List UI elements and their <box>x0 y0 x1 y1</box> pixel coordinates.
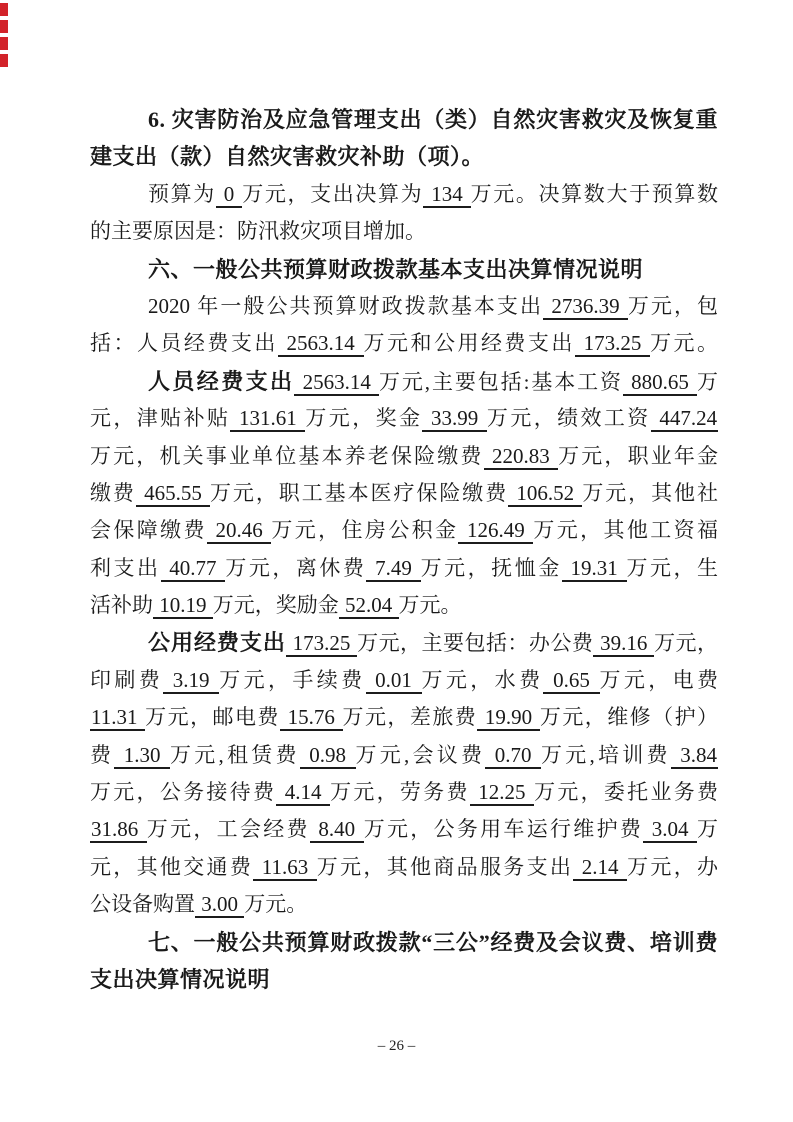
document-body <box>90 101 718 998</box>
text-run: 万元，手续费 <box>219 667 366 692</box>
text-run: 的主要原因是：防汛救灾项目增加。 <box>90 219 426 244</box>
underlined-value: 0.98 <box>300 742 355 767</box>
text-run: 万元，主要包括：办公费 <box>357 631 594 656</box>
text-line <box>90 325 718 362</box>
text-run: 万元。 <box>398 593 462 618</box>
text-run: 万元,租赁费 <box>170 742 300 767</box>
underlined-value: 40.77 <box>161 555 225 580</box>
underlined-value: 134 <box>424 181 470 206</box>
bold-text-run: 人员经费支出 <box>148 368 295 394</box>
text-line <box>90 512 718 549</box>
underlined-value: 31.86 <box>91 817 146 842</box>
underlined-value: 0.70 <box>486 742 540 767</box>
underlined-value: 0.01 <box>366 667 421 692</box>
text-line <box>90 699 718 736</box>
underlined-value: 19.31 <box>562 555 626 580</box>
underlined-value: 19.90 <box>478 705 539 730</box>
red-edge-mark <box>0 54 8 67</box>
text-run: 万元，差旅费 <box>342 705 478 730</box>
text-line <box>90 213 718 250</box>
underlined-value: 0.65 <box>544 667 599 692</box>
text-run: 预算为 <box>148 181 216 206</box>
text-line <box>90 774 718 811</box>
text-run: 万元和公用经费支出 <box>363 331 575 356</box>
text-line <box>90 363 718 400</box>
underlined-value: 0 <box>216 181 242 206</box>
text-run: 万元，职业年金 <box>558 443 719 468</box>
text-run: 万元，职工基本医疗保险缴费 <box>210 480 509 505</box>
text-run: 万元，住房公积金 <box>271 518 459 543</box>
text-run: 括：人员经费支出 <box>90 331 278 356</box>
text-run: 缴费 <box>90 480 136 505</box>
underlined-value: 173.25 <box>286 631 357 656</box>
text-run: 万元，离休费 <box>225 555 367 580</box>
bold-text-run: 六、一般公共预算财政拨款基本支出决算情况说明 <box>148 256 644 282</box>
text-line <box>90 101 718 138</box>
text-run: 万元，抚恤金 <box>420 555 562 580</box>
text-run: 元，津贴补贴 <box>90 406 231 431</box>
red-edge-mark <box>0 3 8 16</box>
underlined-value: 20.46 <box>207 518 271 543</box>
text-line <box>90 138 718 175</box>
text-line <box>90 886 718 923</box>
underlined-value: 11.63 <box>254 854 316 879</box>
text-run: 2020 年一般公共预算财政拨款基本支出 <box>148 293 544 318</box>
text-run: 万元，生 <box>626 555 719 580</box>
bold-text-run: 支出决算情况说明 <box>90 966 271 992</box>
text-run: 公设备购置 <box>90 892 195 917</box>
bold-text-run: 6. 灾害防治及应急管理支出（类）自然灾害救灾及恢复重 <box>148 107 718 132</box>
text-line <box>90 961 718 998</box>
underlined-value: 52.04 <box>339 593 398 618</box>
text-run: 万元。 <box>244 892 308 917</box>
underlined-value: 11.31 <box>91 705 145 730</box>
text-line <box>90 811 718 848</box>
underlined-value: 39.16 <box>594 631 654 656</box>
text-run: 活补助 <box>90 593 153 618</box>
text-run: 万元， <box>654 631 719 656</box>
underlined-value: 173.25 <box>575 331 650 356</box>
scan-edge-marks <box>0 0 12 80</box>
text-run: 印刷费 <box>90 667 164 692</box>
text-run: 万元，邮电费 <box>145 705 280 730</box>
text-run: 万元，电费 <box>599 667 719 692</box>
text-run: 万元。决算数大于预算数 <box>470 181 719 206</box>
underlined-value: 2563.14 <box>295 369 378 394</box>
text-run: 万元，公务接待费 <box>90 780 277 805</box>
underlined-value: 15.76 <box>280 705 342 730</box>
text-run: 会保障缴费 <box>90 518 207 543</box>
underlined-value: 3.00 <box>196 892 244 917</box>
underlined-value: 12.25 <box>470 780 534 805</box>
text-line <box>90 550 718 587</box>
underlined-value: 3.04 <box>644 817 697 842</box>
text-run: 万元，维修（护） <box>539 705 719 730</box>
text-run: 万元，机关事业单位基本养老保险缴费 <box>90 443 484 468</box>
text-line <box>90 288 718 325</box>
text-run: 费 <box>90 742 115 767</box>
underlined-value: 220.83 <box>484 443 558 468</box>
text-run: 利支出 <box>90 555 161 580</box>
underlined-value: 126.49 <box>459 518 533 543</box>
text-line <box>90 251 718 288</box>
underlined-value: 2563.14 <box>278 331 363 356</box>
underlined-value: 2736.39 <box>544 293 627 318</box>
text-line <box>90 176 718 213</box>
underlined-value: 33.99 <box>423 406 486 431</box>
bold-text-run: 建支出（款）自然灾害救灾补助（项）。 <box>90 144 485 170</box>
underlined-value: 465.55 <box>136 480 209 505</box>
bold-text-run: 公用经费支出 <box>148 630 286 656</box>
text-run: 元，其他交通费 <box>90 854 254 879</box>
text-run: 万元，办 <box>627 854 719 879</box>
text-run: 万元，工会经费 <box>146 817 310 842</box>
underlined-value: 8.40 <box>310 817 363 842</box>
text-run: 万元，委托业务费 <box>534 780 719 805</box>
text-run: 万 <box>697 817 719 842</box>
text-run: 万元，其他工资福 <box>533 518 718 543</box>
underlined-value: 7.49 <box>367 555 420 580</box>
text-run: 万元，包 <box>627 293 719 318</box>
text-run: 万元，奖金 <box>305 406 423 431</box>
underlined-value: 880.65 <box>623 369 696 394</box>
text-line <box>90 737 718 774</box>
text-line <box>90 662 718 699</box>
text-run: 万元。 <box>650 331 719 356</box>
text-run: 万 <box>697 369 718 394</box>
page-number: – 26 – <box>377 1038 416 1054</box>
text-line <box>90 400 718 437</box>
underlined-value: 10.19 <box>154 593 212 618</box>
text-run: 万元，其他社 <box>582 480 718 505</box>
text-run: 万元，其他商品服务支出 <box>316 854 574 879</box>
text-line <box>90 475 718 512</box>
text-line <box>90 587 718 624</box>
text-run: 万元，水费 <box>421 667 544 692</box>
underlined-value: 1.30 <box>115 742 169 767</box>
text-line <box>90 924 718 961</box>
underlined-value: 131.61 <box>231 406 305 431</box>
underlined-value: 4.14 <box>277 780 330 805</box>
text-line <box>90 624 718 661</box>
text-line <box>90 849 718 886</box>
text-run: 万元，绩效工资 <box>486 406 651 431</box>
bold-text-run: 七、一般公共预算财政拨款“三公”经费及会议费、培训费 <box>148 929 718 955</box>
text-run: 万元，奖励金 <box>212 593 339 618</box>
text-run: 万元,会议费 <box>355 742 486 767</box>
text-run: 万元，公务用车运行维护费 <box>363 817 644 842</box>
underlined-value: 106.52 <box>509 480 582 505</box>
text-run: 万元，支出决算为 <box>242 181 424 206</box>
red-edge-mark <box>0 20 8 33</box>
underlined-value: 2.14 <box>574 854 627 879</box>
underlined-value: 3.19 <box>164 667 219 692</box>
text-line <box>90 438 718 475</box>
underlined-value: 447.24 <box>651 406 718 431</box>
text-run: 万元,培训费 <box>541 742 671 767</box>
text-run: 万元，劳务费 <box>330 780 470 805</box>
red-edge-mark <box>0 37 8 50</box>
underlined-value: 3.84 <box>671 742 717 767</box>
text-run: 万元,主要包括:基本工资 <box>379 369 623 394</box>
